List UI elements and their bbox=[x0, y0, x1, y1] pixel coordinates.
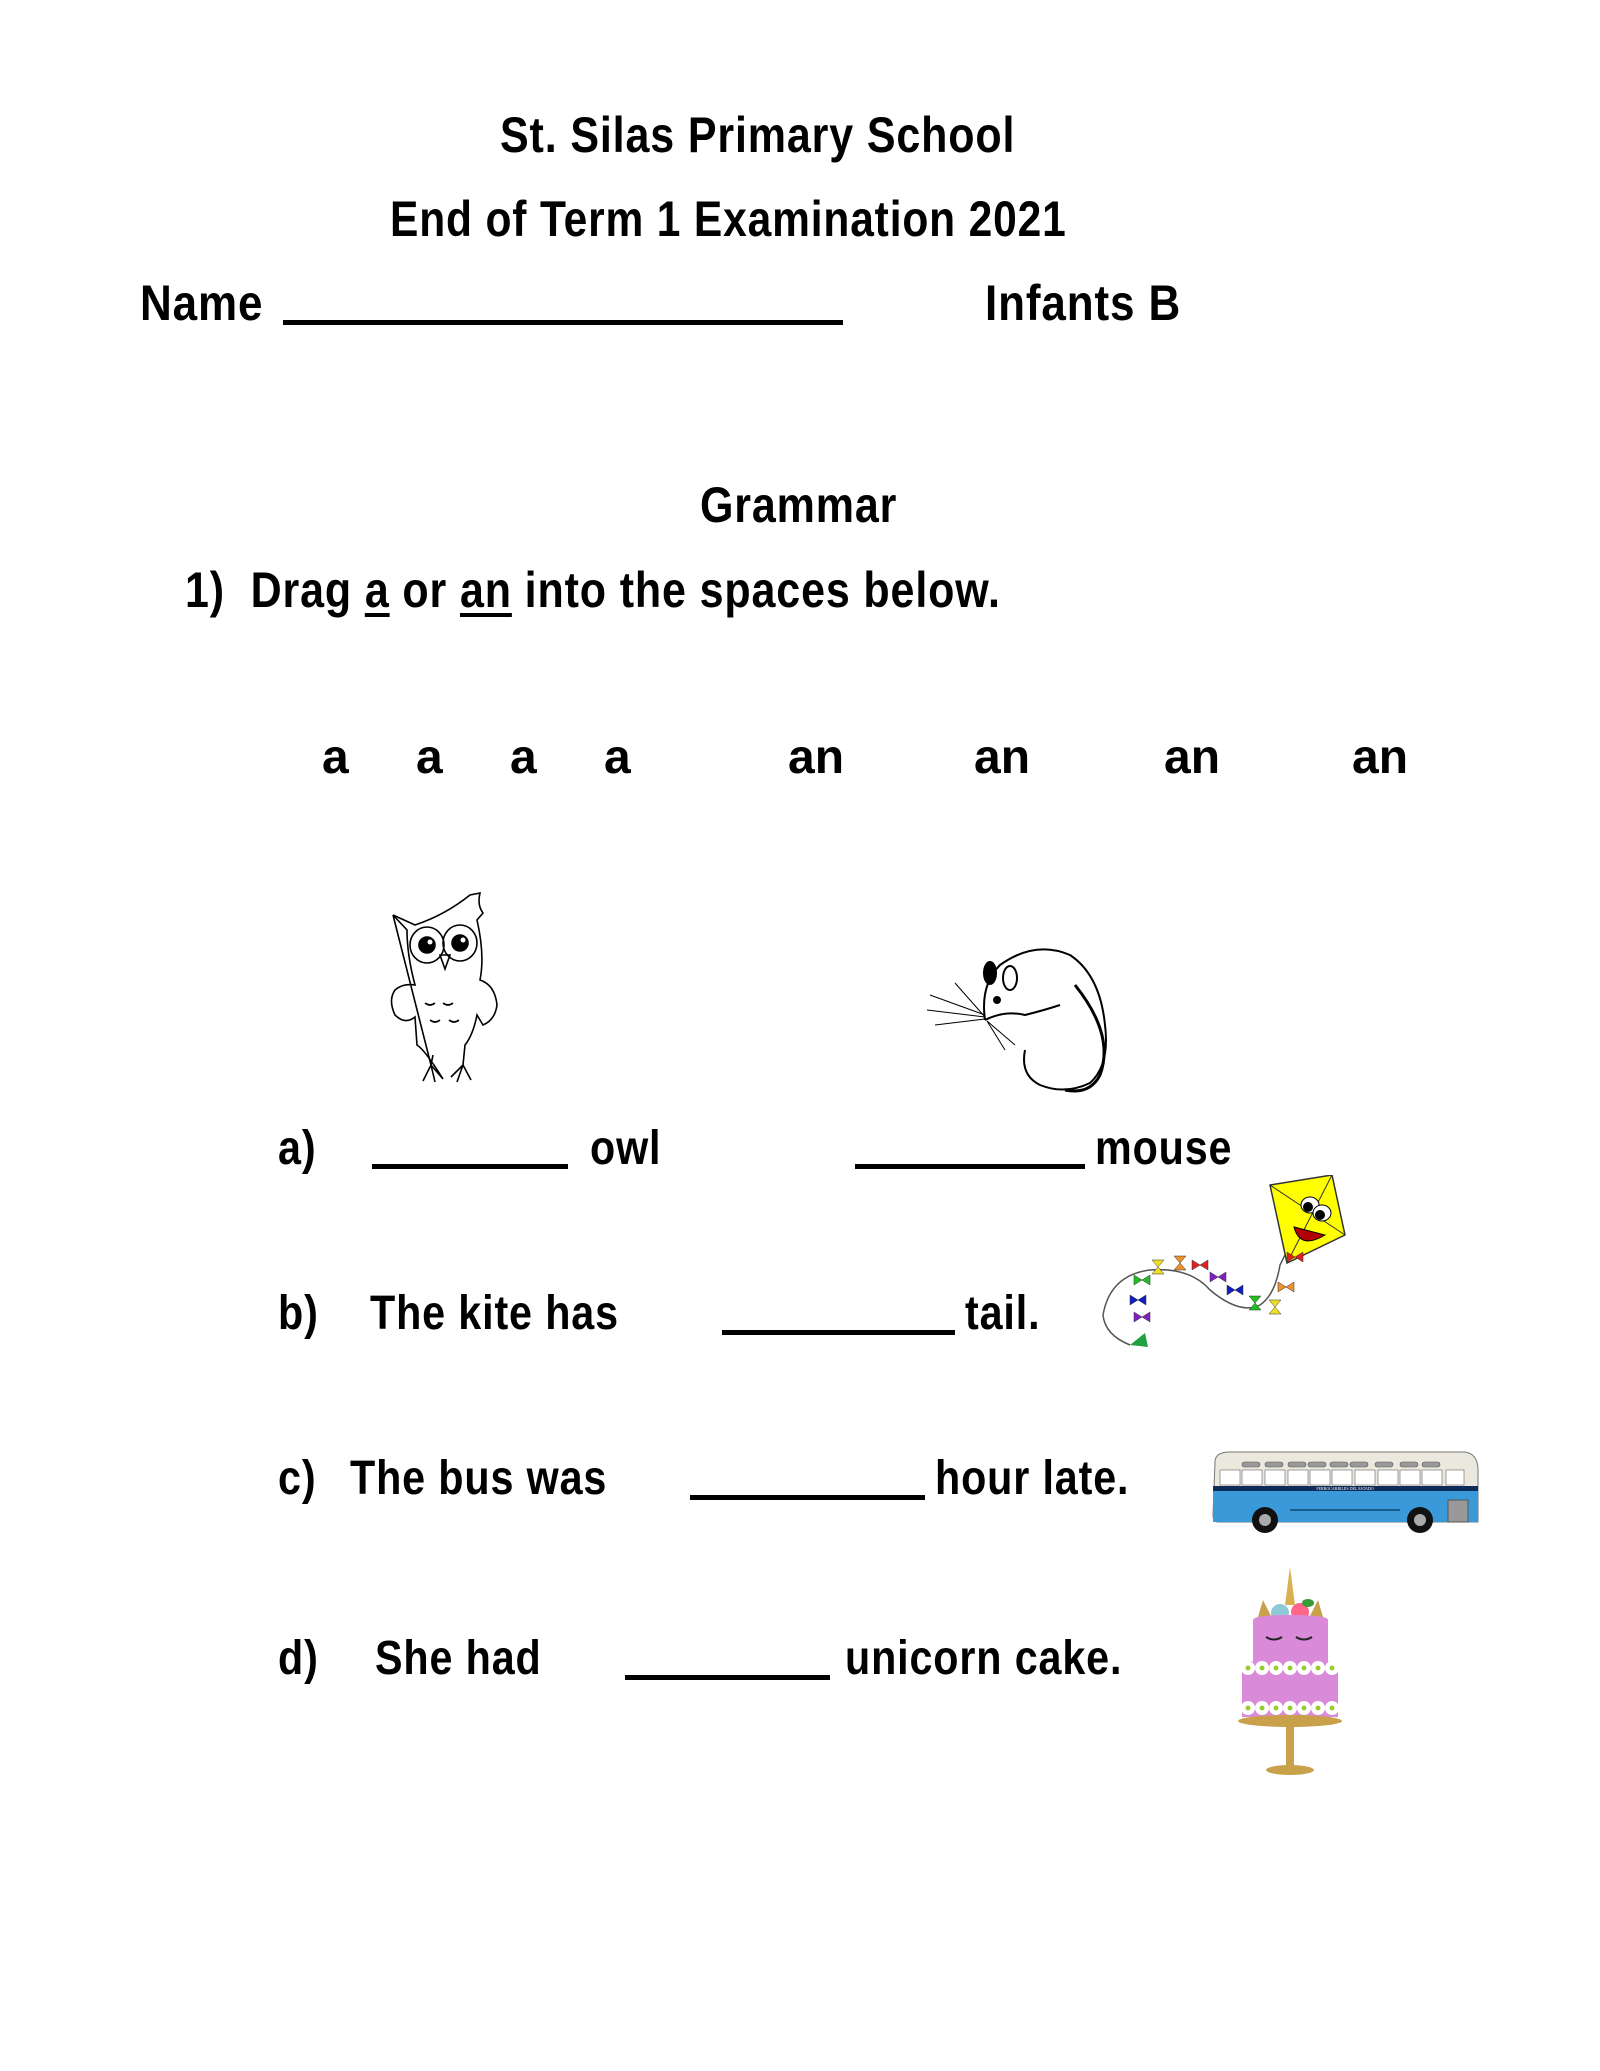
bus-icon bbox=[1210, 1450, 1480, 1535]
item-b-blank[interactable] bbox=[722, 1330, 955, 1335]
item-d-text-before: She had bbox=[375, 1632, 542, 1685]
instruction-prefix: Drag bbox=[250, 562, 353, 618]
owl-icon bbox=[385, 885, 505, 1095]
item-a-word-mouse: mouse bbox=[1095, 1122, 1233, 1175]
item-c-label: c) bbox=[278, 1452, 317, 1505]
draggable-word-an[interactable]: an bbox=[974, 731, 1031, 784]
draggable-word-an[interactable]: an bbox=[788, 731, 845, 784]
draggable-word-a[interactable]: a bbox=[510, 731, 537, 784]
school-name: St. Silas Primary School bbox=[500, 107, 1016, 163]
item-d-blank[interactable] bbox=[625, 1675, 830, 1680]
draggable-word-a[interactable]: a bbox=[322, 731, 349, 784]
item-b-text-after: tail. bbox=[965, 1287, 1041, 1340]
draggable-word-an[interactable]: an bbox=[1352, 731, 1409, 784]
item-d-text-after: unicorn cake. bbox=[845, 1632, 1123, 1685]
item-b-label: b) bbox=[278, 1287, 319, 1340]
draggable-word-a[interactable]: a bbox=[416, 731, 443, 784]
item-a-blank-2[interactable] bbox=[855, 1164, 1085, 1169]
instruction-suffix: into the spaces below. bbox=[524, 562, 1001, 618]
name-input-line[interactable] bbox=[283, 320, 843, 325]
mouse-icon bbox=[925, 925, 1130, 1095]
option-an-underlined: an bbox=[459, 562, 512, 618]
item-b-text-before: The kite has bbox=[370, 1287, 619, 1340]
item-c-text-after: hour late. bbox=[935, 1452, 1130, 1505]
kite-icon bbox=[1100, 1175, 1360, 1365]
option-a-underlined: a bbox=[364, 562, 390, 618]
item-a-label: a) bbox=[278, 1122, 317, 1175]
draggable-word-an[interactable]: an bbox=[1164, 731, 1221, 784]
draggable-word-a[interactable]: a bbox=[604, 731, 631, 784]
instruction-or: or bbox=[402, 562, 448, 618]
unicorn-cake-icon bbox=[1238, 1565, 1343, 1780]
question-number: 1) bbox=[185, 562, 225, 618]
item-c-text-before: The bus was bbox=[350, 1452, 608, 1505]
exam-title: End of Term 1 Examination 2021 bbox=[390, 191, 1067, 247]
item-a-blank-1[interactable] bbox=[372, 1164, 568, 1169]
name-label: Name bbox=[140, 275, 264, 331]
item-a-word-owl: owl bbox=[590, 1122, 662, 1175]
class-label: Infants B bbox=[985, 275, 1182, 331]
item-c-blank[interactable] bbox=[690, 1495, 925, 1500]
section-title: Grammar bbox=[700, 477, 898, 533]
question-1-instruction bbox=[185, 562, 1001, 618]
item-d-label: d) bbox=[278, 1632, 319, 1685]
bus-side-text: FERROCARRILES DEL ESTADO bbox=[1316, 1486, 1374, 1491]
